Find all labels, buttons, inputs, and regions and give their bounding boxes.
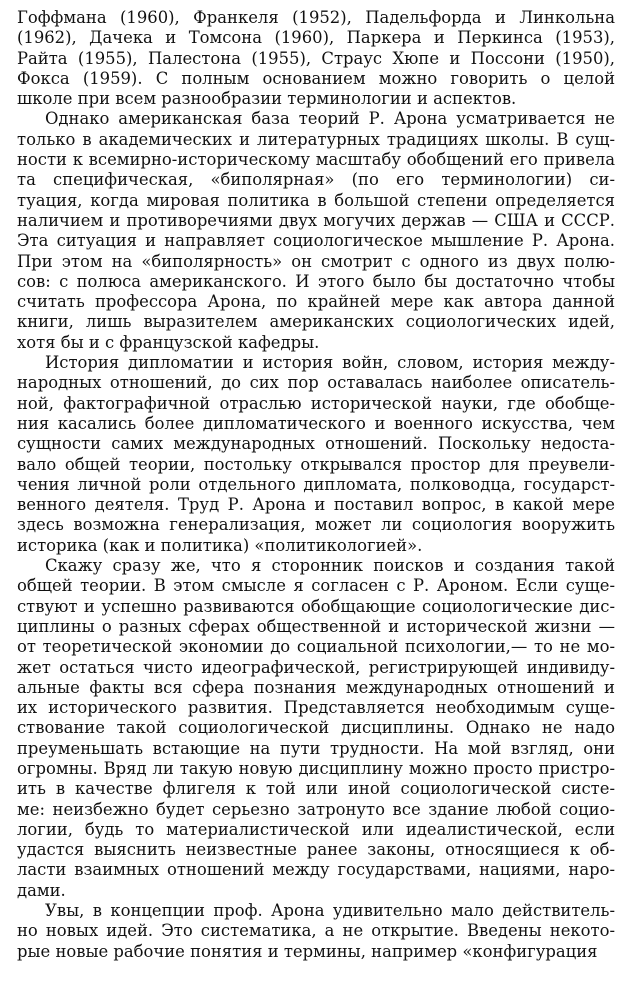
text-line: их исторического развития. Представляется необходимым суще- [17, 698, 615, 718]
text-line: книги, лишь выразителем американских социологических идей, [17, 312, 615, 332]
text-line: Увы, в концепции проф. Арона удивительно мало действитель- [45, 901, 615, 921]
text-line: ности к всемирно-историческому масштабу обобщений его привела [17, 150, 615, 170]
text-line: от теоретической экономии до социальной психологии,— то не мо- [17, 637, 615, 657]
text-line: преуменьшать встающие на пути трудности. На мой взгляд, они [17, 738, 615, 758]
text-line: ласти взаимных отношений между государствами, нациями, наро- [17, 860, 615, 880]
text-line: историка (как и политика) «политикологией». [17, 535, 423, 555]
text-line: (1962), Дачека и Томсона (1960), Паркера и Перкинса (1953), [17, 28, 615, 48]
text-line: альные факты вся сфера познания международных отношений и [17, 677, 615, 697]
text-line: но новых идей. Это систематика, а не открытие. Введены некото- [17, 921, 615, 941]
text-line: Однако американская база теорий Р. Арона усматривается не [45, 109, 615, 129]
text-line: здесь возможна генерализация, может ли социология вооружить [17, 515, 615, 535]
text-line: сущности самих международных отношений. Поскольку недоста- [17, 434, 615, 454]
text-line: школе при всем разнообразии терминологии и аспектов. [17, 89, 517, 109]
document-page [17, 8, 615, 962]
text-line: жет остаться чисто идеографической, регистрирующей индивиду- [17, 657, 615, 677]
text-line: ния касались более дипломатического и военного искусства, чем [17, 413, 615, 433]
text-line: циплины о разных сферах общественной и исторической жизни — [17, 616, 615, 636]
text-line: та специфическая, «биполярная» (по его терминологии) си- [17, 170, 615, 190]
text-line: венного деятеля. Труд Р. Арона и поставил вопрос, в какой мере [17, 495, 615, 515]
text-line: только в академических и литературных традициях школы. В сущ- [17, 129, 615, 149]
text-line: туация, когда мировая политика в большой степени определяется [17, 190, 615, 210]
text-line: вало общей теории, постольку открывался простор для преувели- [17, 454, 615, 474]
text-line: наличием и противоречиями двух могучих держав — США и СССР. [17, 210, 615, 230]
paragraph-4 [17, 556, 615, 901]
text-line: ствование такой социологической дисциплины. Однако не надо [17, 718, 615, 738]
text-line: огромны. Вряд ли такую новую дисциплину можно просто пристро- [17, 758, 615, 778]
text-line: удастся выяснить неизвестные ранее законы, относящиеся к об- [17, 840, 615, 860]
text-line: хотя бы и с французской кафедры. [17, 332, 320, 352]
text-line: общей теории. В этом смысле я согласен с Р. Ароном. Если суще- [17, 576, 615, 596]
text-line: История дипломатии и история войн, словом, история между- [45, 353, 615, 373]
text-line: ной, фактографичной отраслью исторической науки, где обобще- [17, 393, 615, 413]
text-line: рые новые рабочие понятия и термины, например «конфигурация [17, 941, 598, 961]
paragraph-2 [17, 109, 615, 353]
text-line: Скажу сразу же, что я сторонник поисков и создания такой [45, 556, 615, 576]
text-line: сов: с полюса американского. И этого было бы достаточно чтобы [17, 271, 615, 291]
paragraph-3 [17, 353, 615, 556]
text-line: логии, будь то материалистической или идеалистической, если [17, 819, 615, 839]
text-line: ить в качестве флигеля к той или иной социологической систе- [17, 779, 615, 799]
text-line: чения личной роли отдельного дипломата, полководца, государст- [17, 474, 615, 494]
text-line: дами. [17, 880, 66, 900]
text-line: При этом на «биполярность» он смотрит с одного из двух полю- [17, 251, 615, 271]
paragraph-5 [17, 901, 615, 962]
text-line: народных отношений, до сих пор оставалась наиболее описатель- [17, 373, 615, 393]
text-line: Эта ситуация и направляет социологическое мышление Р. Арона. [17, 231, 615, 251]
text-line: Фокса (1959). С полным основанием можно говорить о целой [17, 68, 615, 88]
paragraph-1 [17, 8, 615, 109]
text-line: ствуют и успешно развиваются обобщающие социологические дис- [17, 596, 615, 616]
text-line: считать профессора Арона, по крайней мере как автора данной [17, 292, 615, 312]
text-line: ме: неизбежно будет серьезно затронуто все здание любой социо- [17, 799, 615, 819]
text-line: Гоффмана (1960), Франкеля (1952), Падельфорда и Линкольна [17, 8, 615, 27]
text-line: Райта (1955), Палестона (1955), Страус Хюпе и Поссони (1950), [17, 48, 615, 68]
